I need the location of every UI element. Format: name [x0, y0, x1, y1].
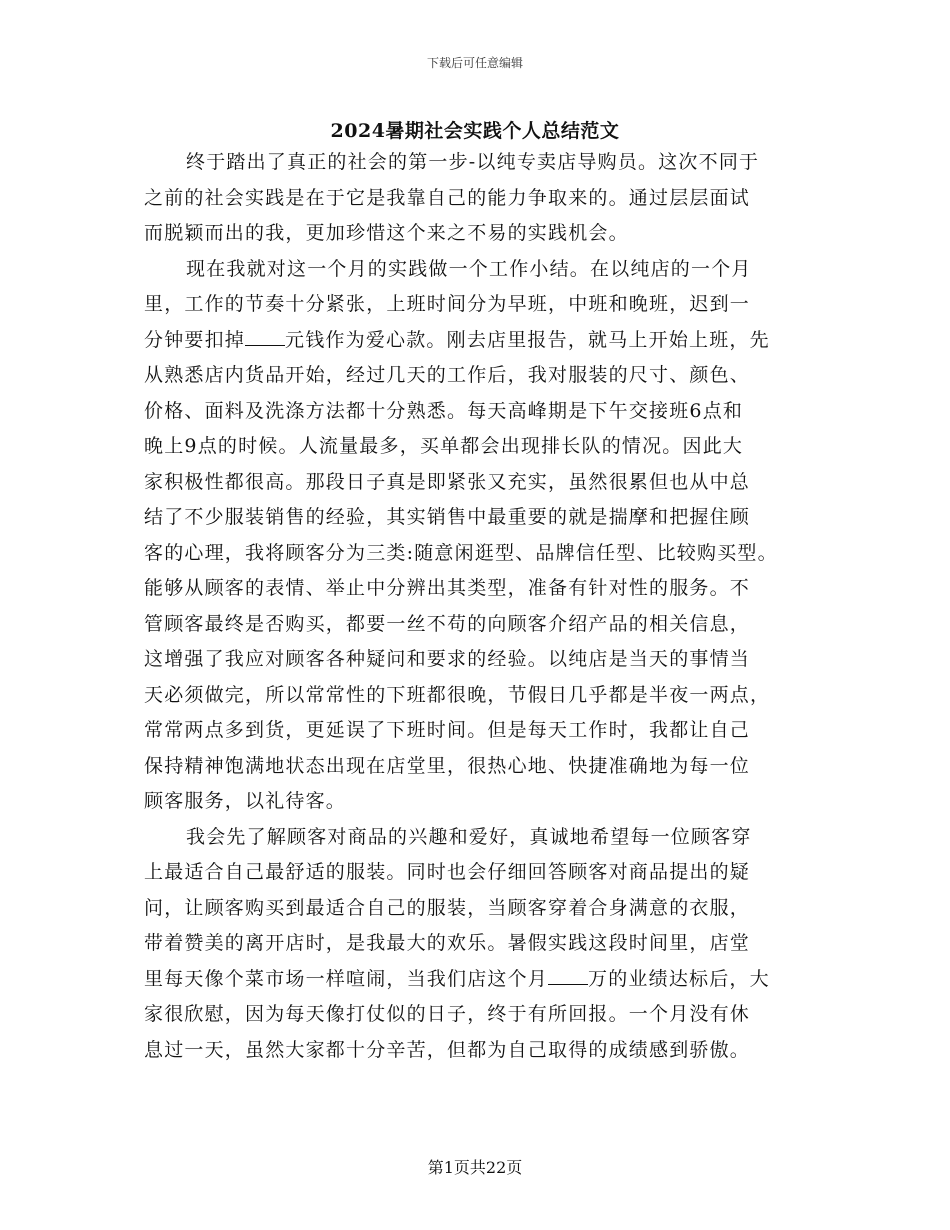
paragraph-line: 顾客服务，以礼待客。 [144, 790, 347, 812]
page-number: 第1页共22页 [427, 1158, 523, 1177]
paragraph-line: 带着赞美的离开店时，是我最大的欢乐。暑假实践这段时间里，店堂 [144, 932, 751, 954]
document-body [144, 145, 824, 1068]
paragraph-line: 常常两点多到货，更延误了下班时间。但是每天工作时，我都让自己 [144, 719, 751, 741]
paragraph-line: 问，让顾客购买到最适合自己的服装，当顾客穿着合身满意的衣服， [144, 896, 751, 919]
document-title: 2024暑期社会实践个人总结范文 [330, 120, 620, 142]
paragraph-line: 现在我就对这一个月的实践做一个工作小结。在以纯店的一个月 [186, 257, 752, 280]
paragraph-line: 上最适合自己最舒适的服装。同时也会仔细回答顾客对商品提出的疑 [144, 861, 751, 883]
paragraph-line: 而脱颖而出的我，更加珍惜这个来之不易的实践机会。 [144, 222, 629, 244]
blank-underline [245, 331, 285, 346]
paragraph-line: 价格、面料及洗涤方法都十分熟悉。每天高峰期是下午交接班6点和 [144, 399, 744, 422]
paragraph-line: 管顾客最终是否购买，都要一丝不苟的向顾客介绍产品的相关信息， [144, 612, 751, 635]
paragraph-line: 终于踏出了真正的社会的第一步-以纯专卖店导购员。这次不同于 [186, 151, 760, 173]
paragraph-line: 这增强了我应对顾客各种疑问和要求的经验。以纯店是当天的事情当 [144, 648, 751, 670]
paragraph-line: 里，工作的节奏十分紧张，上班时间分为早班，中班和晚班，迟到一 [144, 293, 751, 315]
paragraph-line: 从熟悉店内货品开始，经过几天的工作后，我对服装的尺寸、颜色、 [144, 364, 751, 386]
header-note: 下载后可任意编辑 [426, 56, 523, 70]
paragraph-line: 之前的社会实践是在于它是我靠自己的能力争取来的。通过层层面试 [144, 186, 751, 209]
paragraph-line: 分钟要扣掉 元钱作为爱心款。刚去店里报告，就马上开始上班，先 [144, 328, 770, 351]
blank-underline [548, 970, 588, 985]
paragraph-line: 里每天像个菜市场一样喧闹，当我们店这个月 万的业绩达标后，大 [144, 967, 770, 990]
paragraph-line: 息过一天，虽然大家都十分辛苦，但都为自己取得的成绩感到骄傲。 [144, 1038, 751, 1061]
paragraph-line: 我会先了解顾客对商品的兴趣和爱好，真诚地希望每一位顾客穿 [186, 825, 752, 848]
paragraph-line: 家很欣慰，因为每天像打仗似的日子，终于有所回报。一个月没有休 [144, 1003, 751, 1025]
paragraph-line: 保持精神饱满地状态出现在店堂里，很热心地、快捷准确地为每一位 [144, 754, 751, 777]
paragraph-line: 天必须做完，所以常常性的下班都很晚，节假日几乎都是半夜一两点， [144, 683, 771, 706]
paragraph-line: 晚上9点的时候。人流量最多，买单都会出现排长队的情况。因此大 [144, 435, 744, 457]
paragraph-line: 能够从顾客的表情、举止中分辨出其类型，准备有针对性的服务。不 [144, 577, 751, 599]
paragraph-line: 结了不少服装销售的经验，其实销售中最重要的就是揣摩和把握住顾 [144, 506, 751, 528]
paragraph-line: 家积极性都很高。那段日子真是即紧张又充实，虽然很累但也从中总 [144, 470, 751, 493]
paragraph-line: 客的心理，我将顾客分为三类:随意闲逛型、品牌信任型、比较购买型。 [144, 541, 778, 564]
